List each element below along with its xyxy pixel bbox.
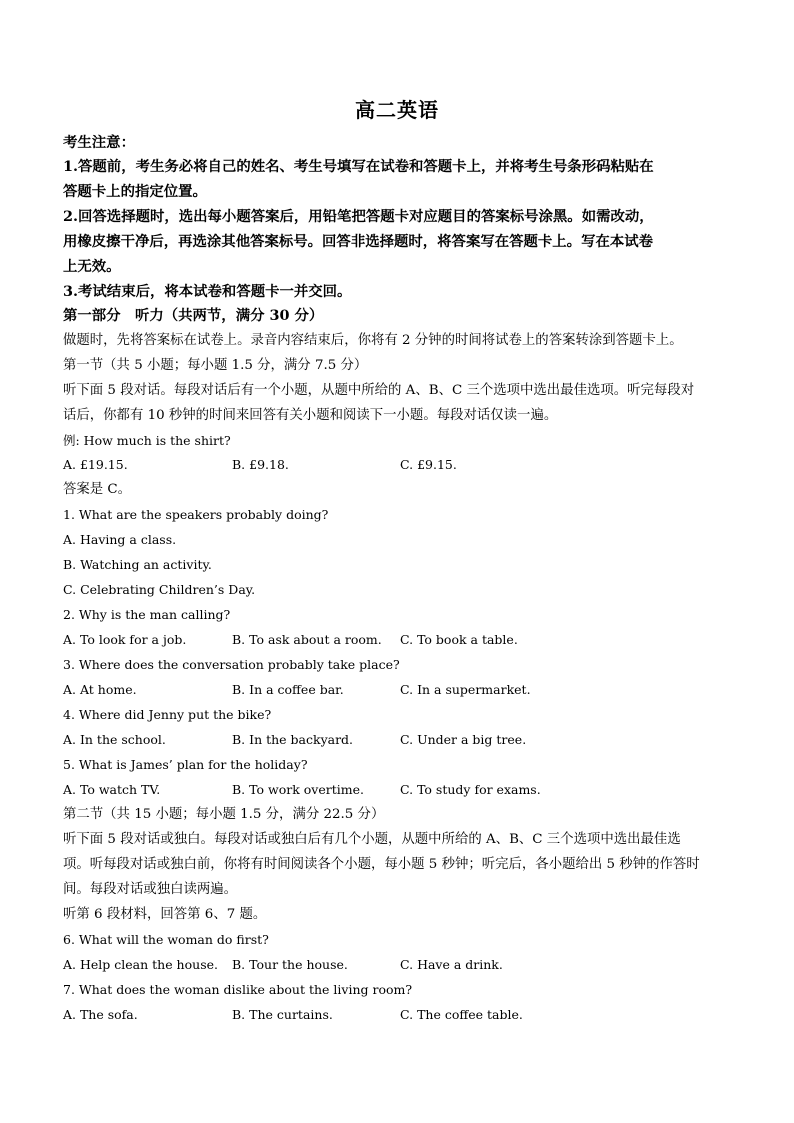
notice-item-1-line-1: 1.答题前，考生务必将自己的姓名、考生号填写在试卷和答题卡上，并将考生号条形码粘贴在 bbox=[63, 158, 654, 175]
question-5-option-b: B. To work overtime. bbox=[232, 782, 364, 797]
notice-item-2-line-2: 用橡皮擦干净后，再选涂其他答案标号。回答非选择题时，将答案写在答题卡上。写在本试卷 bbox=[63, 233, 654, 250]
question-6-option-c: C. Have a drink. bbox=[400, 957, 503, 972]
section2-instruction-line-3: 间。每段对话或独白读两遍。 bbox=[63, 882, 238, 897]
question-4-option-c: C. Under a big tree. bbox=[400, 732, 527, 747]
section1-instruction-line-2: 话后，你都有 10 秒钟的时间来回答有关小题和阅读下一小题。每段对话仅读一遍。 bbox=[63, 408, 558, 423]
question-5-option-a: A. To watch TV. bbox=[63, 782, 161, 797]
question-2-option-c: C. To book a table. bbox=[400, 632, 518, 647]
example-option-c: C. £9.15. bbox=[400, 457, 457, 472]
question-7-option-a: A. The sofa. bbox=[63, 1007, 138, 1022]
section2-heading: 第二节（共 15 小题；每小题 1.5 分，满分 22.5 分） bbox=[63, 807, 385, 822]
question-6-option-a: A. Help clean the house. bbox=[63, 957, 218, 972]
part1-heading: 第一部分 听力（共两节，满分 30 分） bbox=[63, 307, 324, 324]
section2-instruction-line-2: 项。听每段对话或独白前，你将有时间阅读各个小题，每小题 5 秒钟；听完后，各小题给出 5 秒钟的作答时 bbox=[63, 857, 700, 872]
example-question: 例: How much is the shirt? bbox=[63, 433, 231, 448]
question-3: 3. Where does the conversation probably take place? bbox=[63, 657, 400, 672]
question-7-option-c: C. The coffee table. bbox=[400, 1007, 523, 1022]
question-4-option-b: B. In the backyard. bbox=[232, 732, 354, 747]
notice-item-3: 3.考试结束后，将本试卷和答题卡一并交回。 bbox=[63, 283, 352, 300]
question-6-option-b: B. Tour the house. bbox=[232, 957, 348, 972]
question-2-option-b: B. To ask about a room. bbox=[232, 632, 382, 647]
part1-intro: 做题时，先将答案标在试卷上。录音内容结束后，你将有 2 分钟的时间将试卷上的答案转涂到答题卡上。 bbox=[63, 333, 683, 348]
question-5-option-c: C. To study for exams. bbox=[400, 782, 541, 797]
question-7-option-b: B. The curtains. bbox=[232, 1007, 333, 1022]
question-5: 5. What is James’ plan for the holiday? bbox=[63, 757, 308, 772]
question-1: 1. What are the speakers probably doing? bbox=[63, 507, 329, 522]
question-2-option-a: A. To look for a job. bbox=[63, 632, 187, 647]
question-1-option-b: B. Watching an activity. bbox=[63, 557, 212, 572]
example-answer: 答案是 C。 bbox=[63, 482, 132, 497]
question-1-option-a: A. Having a class. bbox=[63, 532, 177, 547]
section1-instruction-line-1: 听下面 5 段对话。每段对话后有一个小题，从题中所给的 A、B、C 三个选项中选出最佳选项。听完每段对 bbox=[63, 383, 695, 398]
section2-instruction-line-1: 听下面 5 段对话或独白。每段对话或独白后有几个小题，从题中所给的 A、B、C 三个选项中选出最佳选 bbox=[63, 832, 681, 847]
question-2: 2. Why is the man calling? bbox=[63, 607, 231, 622]
question-4-option-a: A. In the school. bbox=[63, 732, 166, 747]
notice-item-2-line-3: 上无效。 bbox=[63, 258, 121, 275]
question-6: 6. What will the woman do first? bbox=[63, 932, 269, 947]
question-3-option-c: C. In a supermarket. bbox=[400, 682, 531, 697]
example-option-a: A. £19.15. bbox=[63, 457, 128, 472]
question-1-option-c: C. Celebrating Children’s Day. bbox=[63, 582, 256, 597]
notice-item-1-line-2: 答题卡上的指定位置。 bbox=[63, 183, 207, 200]
question-3-option-b: B. In a coffee bar. bbox=[232, 682, 344, 697]
notice-heading: 考生注意： bbox=[63, 134, 135, 151]
page-title: 高二英语 bbox=[355, 98, 439, 122]
question-4: 4. Where did Jenny put the bike? bbox=[63, 707, 272, 722]
question-7: 7. What does the woman dislike about the living room? bbox=[63, 982, 413, 997]
section1-heading: 第一节（共 5 小题；每小题 1.5 分，满分 7.5 分） bbox=[63, 358, 368, 373]
material-6-heading: 听第 6 段材料，回答第 6、7 题。 bbox=[63, 907, 267, 922]
question-3-option-a: A. At home. bbox=[63, 682, 137, 697]
notice-item-2-line-1: 2.回答选择题时，选出每小题答案后，用铅笔把答题卡对应题目的答案标号涂黑。如需改动， bbox=[63, 208, 654, 225]
example-option-b: B. £9.18. bbox=[232, 457, 289, 472]
